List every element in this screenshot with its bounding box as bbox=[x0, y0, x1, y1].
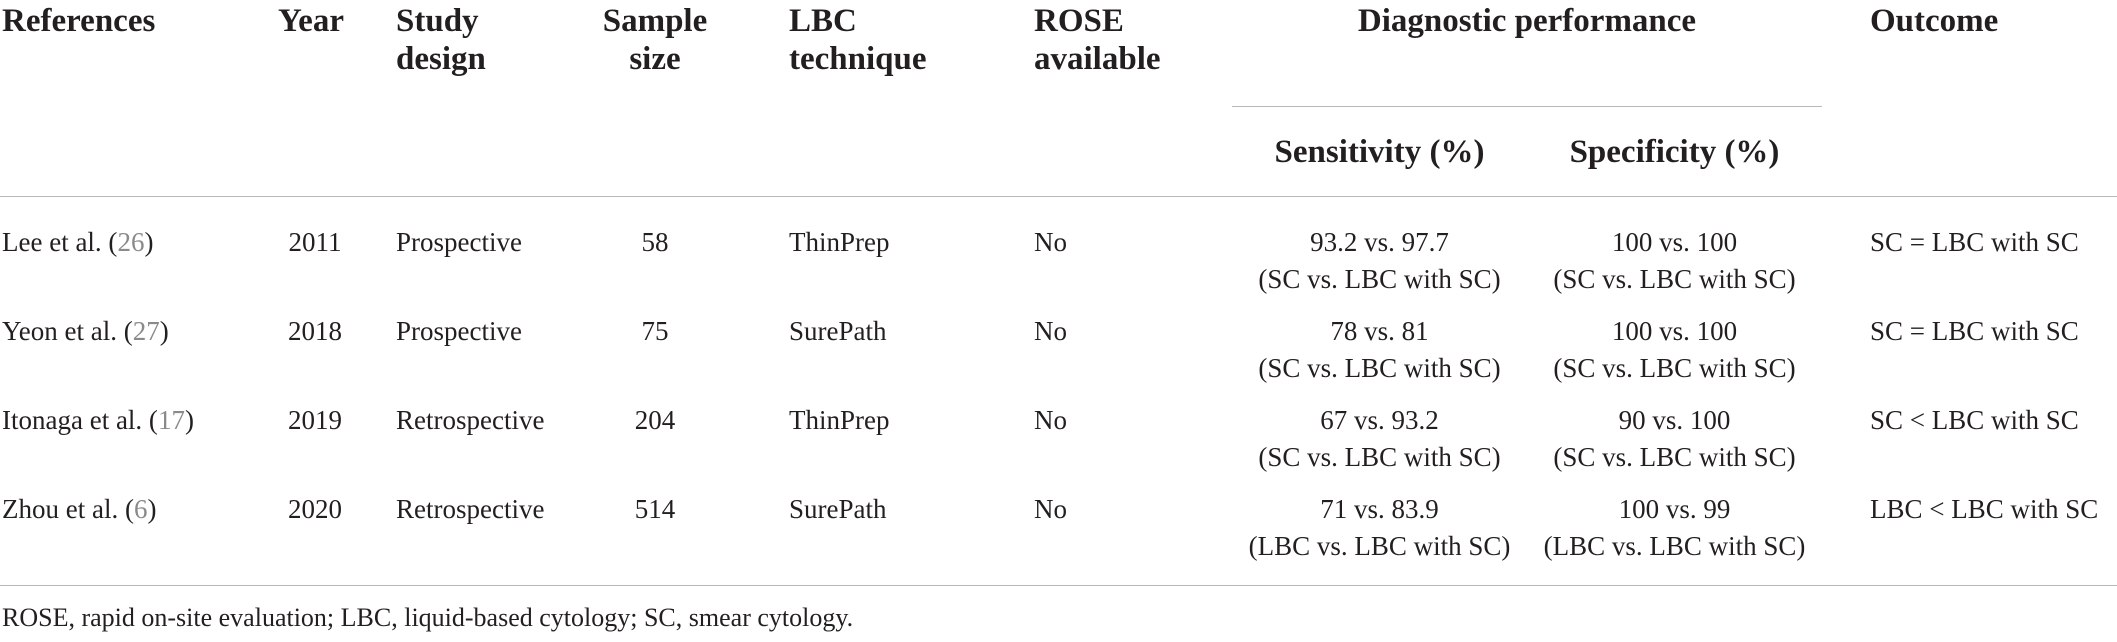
sensitivity-comparison: (SC vs. LBC with SC) bbox=[1258, 353, 1501, 383]
cell-design: Prospective bbox=[396, 316, 522, 346]
cell-reference bbox=[2, 402, 194, 439]
sensitivity-comparison: (SC vs. LBC with SC) bbox=[1258, 264, 1501, 294]
specificity-values: 100 vs. 100 bbox=[1611, 316, 1738, 346]
cell-sample: 514 bbox=[634, 494, 676, 524]
citation-close: ) bbox=[159, 316, 169, 346]
cell-design: Retrospective bbox=[396, 494, 545, 524]
cell-outcome: SC = LBC with SC bbox=[1870, 227, 2079, 257]
cell-specificity bbox=[1527, 224, 1822, 298]
sensitivity-values: 93.2 vs. 97.7 bbox=[1310, 227, 1449, 257]
cell-specificity bbox=[1527, 313, 1822, 387]
header-outcome: Outcome bbox=[1870, 3, 1999, 39]
header-rule bbox=[0, 196, 2117, 197]
cell-reference bbox=[2, 313, 169, 350]
specificity-values: 90 vs. 100 bbox=[1618, 405, 1731, 435]
table-bottom-rule bbox=[0, 585, 2117, 586]
cell-reference bbox=[2, 224, 153, 261]
citation-link[interactable]: 6 bbox=[133, 494, 148, 524]
sensitivity-values: 71 vs. 83.9 bbox=[1320, 494, 1439, 524]
cell-rose: No bbox=[1034, 494, 1067, 524]
citation-link[interactable]: 17 bbox=[157, 405, 185, 435]
cell-year: 2011 bbox=[288, 227, 342, 257]
cell-year: 2018 bbox=[288, 316, 342, 346]
citation-close: ) bbox=[147, 494, 157, 524]
cell-technique: SurePath bbox=[789, 494, 887, 524]
citation-link[interactable]: 27 bbox=[132, 316, 160, 346]
cell-technique: SurePath bbox=[789, 316, 887, 346]
header-lbc-technique-line1: LBC bbox=[789, 3, 857, 39]
cell-specificity bbox=[1527, 402, 1822, 476]
header-rose-available bbox=[1034, 2, 1161, 78]
header-references: References bbox=[2, 3, 156, 39]
cell-outcome: SC < LBC with SC bbox=[1870, 405, 2079, 435]
header-sample-size-line1: Sample bbox=[602, 3, 708, 39]
header-rose-available-line2: available bbox=[1034, 41, 1161, 77]
header-study-design-line1: Study bbox=[396, 3, 479, 39]
cell-sample: 75 bbox=[641, 316, 669, 346]
header-study-design bbox=[396, 2, 486, 78]
cell-year: 2020 bbox=[288, 494, 342, 524]
header-lbc-technique-line2: technique bbox=[789, 41, 927, 77]
header-sample-size bbox=[580, 2, 730, 78]
cell-specificity bbox=[1527, 491, 1822, 565]
header-group-rule bbox=[1232, 106, 1822, 107]
author-text: Lee et al. ( bbox=[2, 227, 118, 257]
author-text: Itonaga et al. ( bbox=[2, 405, 158, 435]
cell-rose: No bbox=[1034, 316, 1067, 346]
cell-reference bbox=[2, 491, 156, 528]
author-text: Yeon et al. ( bbox=[2, 316, 133, 346]
cell-sensitivity bbox=[1232, 313, 1527, 387]
cell-sample: 58 bbox=[641, 227, 669, 257]
specificity-values: 100 vs. 100 bbox=[1611, 227, 1738, 257]
citation-close: ) bbox=[144, 227, 154, 257]
specificity-comparison: (SC vs. LBC with SC) bbox=[1553, 353, 1796, 383]
author-text: Zhou et al. ( bbox=[2, 494, 134, 524]
cell-design: Retrospective bbox=[396, 405, 545, 435]
header-rose-available-line1: ROSE bbox=[1034, 3, 1124, 39]
header-sample-size-line2: size bbox=[629, 41, 681, 77]
citation-link[interactable]: 26 bbox=[117, 227, 145, 257]
header-sensitivity: Sensitivity (%) bbox=[1274, 134, 1485, 170]
cell-sample: 204 bbox=[634, 405, 676, 435]
specificity-comparison: (SC vs. LBC with SC) bbox=[1553, 264, 1796, 294]
sensitivity-values: 67 vs. 93.2 bbox=[1320, 405, 1439, 435]
cell-technique: ThinPrep bbox=[789, 405, 890, 435]
header-diagnostic-performance: Diagnostic performance bbox=[1357, 3, 1697, 39]
cell-outcome: SC = LBC with SC bbox=[1870, 316, 2079, 346]
header-study-design-line2: design bbox=[396, 41, 486, 77]
header-specificity: Specificity (%) bbox=[1569, 134, 1780, 170]
cell-sensitivity bbox=[1232, 491, 1527, 565]
specificity-values: 100 vs. 99 bbox=[1618, 494, 1731, 524]
cell-rose: No bbox=[1034, 227, 1067, 257]
sensitivity-comparison: (SC vs. LBC with SC) bbox=[1258, 442, 1501, 472]
specificity-comparison: (SC vs. LBC with SC) bbox=[1553, 442, 1796, 472]
table-footnote: ROSE, rapid on-site evaluation; LBC, liquid-based cytology; SC, smear cytology. bbox=[2, 603, 854, 632]
cell-outcome: LBC < LBC with SC bbox=[1870, 494, 2099, 524]
cell-sensitivity bbox=[1232, 224, 1527, 298]
specificity-comparison: (LBC vs. LBC with SC) bbox=[1543, 531, 1806, 561]
cell-rose: No bbox=[1034, 405, 1067, 435]
sensitivity-values: 78 vs. 81 bbox=[1330, 316, 1429, 346]
cell-sensitivity bbox=[1232, 402, 1527, 476]
cell-technique: ThinPrep bbox=[789, 227, 890, 257]
cell-design: Prospective bbox=[396, 227, 522, 257]
sensitivity-comparison: (LBC vs. LBC with SC) bbox=[1248, 531, 1511, 561]
cell-year: 2019 bbox=[288, 405, 342, 435]
header-year: Year bbox=[278, 3, 344, 39]
header-lbc-technique bbox=[789, 2, 927, 78]
citation-close: ) bbox=[184, 405, 194, 435]
